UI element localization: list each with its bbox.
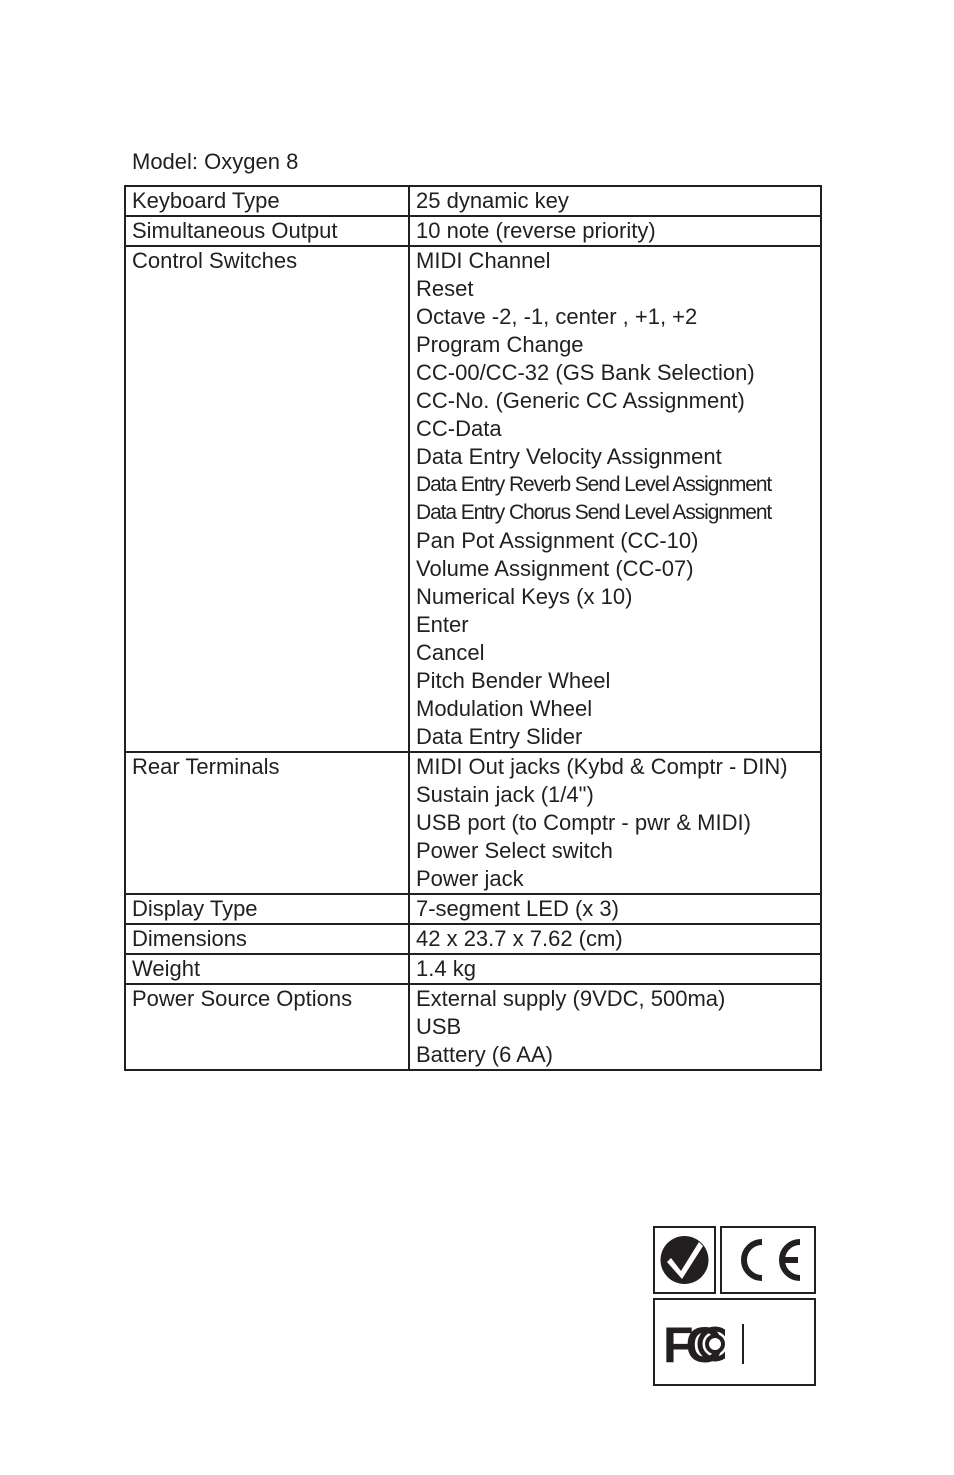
spec-row [125,246,821,752]
spec-label: Control Switches [125,246,409,752]
spec-value: 10 note (reverse priority) [416,218,656,243]
model-heading: Model: Oxygen 8 [132,149,299,174]
spec-label: Dimensions [125,924,409,954]
spec-row [125,984,821,1070]
fcc-logo-icon [655,1300,814,1384]
spec-label: Display Type [125,894,409,924]
certification-marks [653,1226,816,1386]
ce-mark [720,1226,816,1294]
spec-value-cell [409,894,821,924]
spec-value: Data Entry Chorus Send Level Assignment [416,501,772,524]
spec-table-body [125,186,821,1070]
spec-value: CC-No. (Generic CC Assignment) [416,388,745,413]
spec-label: Weight [125,954,409,984]
spec-row [125,894,821,924]
spec-label: Keyboard Type [125,186,409,216]
spec-value: MIDI Channel [416,248,551,273]
spec-value: Enter [416,612,469,637]
spec-value: USB port (to Comptr - pwr & MIDI) [416,810,751,835]
spec-value: USB [416,1014,462,1039]
spec-value-cell [409,186,821,216]
spec-value: 25 dynamic key [416,188,569,213]
spec-value: 1.4 kg [416,956,476,981]
spec-table [124,185,822,1071]
spec-value: Octave -2, -1, center , +1, +2 [416,304,698,329]
spec-value-cell [409,246,821,752]
spec-value: Power jack [416,866,524,891]
spec-label: Rear Terminals [125,752,409,894]
fcc-logo-text: FC [663,1317,714,1373]
spec-value: Volume Assignment (CC-07) [416,556,694,581]
spec-value-cell [409,954,821,984]
spec-value-cell [409,984,821,1070]
spec-value: Battery (6 AA) [416,1042,553,1067]
c-tick-icon [655,1228,714,1292]
spec-row [125,752,821,894]
spec-value: Power Select switch [416,838,613,863]
spec-row [125,954,821,984]
spec-value-cell [409,216,821,246]
spec-row [125,924,821,954]
spec-row [125,216,821,246]
spec-value: External supply (9VDC, 500ma) [416,986,726,1011]
spec-value: MIDI Out jacks (Kybd & Comptr - DIN) [416,754,788,779]
spec-value: Program Change [416,332,584,357]
spec-value: Numerical Keys (x 10) [416,584,633,609]
ce-mark-icon [722,1228,814,1292]
spec-value: Pitch Bender Wheel [416,668,611,693]
spec-value: Data Entry Reverb Send Level Assignment [416,473,772,496]
c-tick-mark [653,1226,716,1294]
fcc-mark [653,1298,816,1386]
spec-value: Data Entry Velocity Assignment [416,444,722,469]
spec-label: Power Source Options [125,984,409,1070]
spec-value: Sustain jack (1/4") [416,782,594,807]
spec-value: 42 x 23.7 x 7.62 (cm) [416,926,623,951]
spec-value: CC-00/CC-32 (GS Bank Selection) [416,360,755,385]
spec-value: Data Entry Slider [416,724,583,749]
spec-value: Cancel [416,640,485,665]
spec-value: Modulation Wheel [416,696,593,721]
spec-label: Simultaneous Output [125,216,409,246]
spec-value: Pan Pot Assignment (CC-10) [416,528,699,553]
spec-value-cell [409,924,821,954]
spec-row [125,186,821,216]
spec-value: CC-Data [416,416,502,441]
spec-value-cell [409,752,821,894]
spec-value: 7-segment LED (x 3) [416,896,619,921]
spec-value: Reset [416,276,474,301]
